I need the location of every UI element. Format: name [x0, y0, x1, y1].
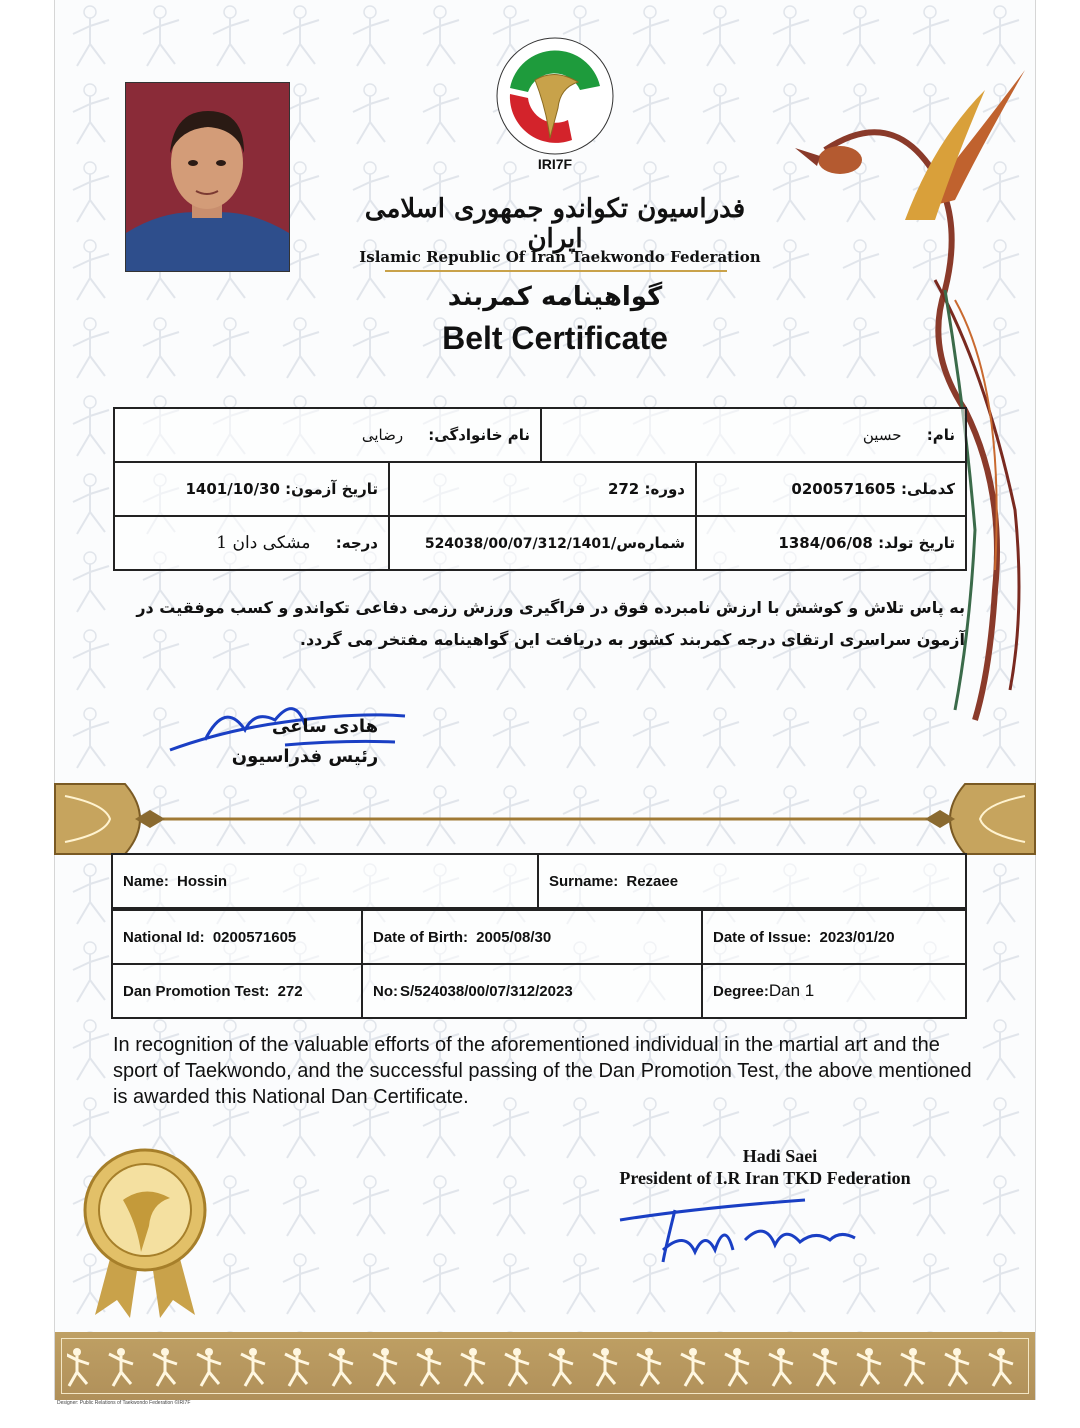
birth-date-label-fa: تاریخ تولد: — [878, 534, 955, 552]
martial-figures-band-icon — [55, 1332, 1035, 1400]
surname-cell-en — [538, 854, 966, 908]
surname-value-en: Rezaee — [626, 872, 679, 890]
degree-label-fa: درجه: — [335, 534, 378, 552]
table-row — [112, 910, 966, 964]
english-signatory-title: President of I.R Iran TKD Federation — [619, 1168, 911, 1188]
surname-cell-fa — [114, 408, 541, 462]
dob-cell-en — [362, 910, 702, 964]
birth-date-value-fa: 1384/06/08 — [778, 534, 873, 552]
surname-label-en: Surname: — [549, 872, 619, 890]
ornamental-divider — [55, 784, 1035, 854]
course-value-fa: 272 — [607, 480, 640, 498]
name-label-fa: نام: — [926, 426, 955, 444]
persian-citation-text: به پاس تلاش و کوشش با ارزش نامبرده فوق در فراگیری ورزش رزمی دفاعی تکواندو و کسب موفقیت در آزمون سراسری ارتقای درجه کمربند کشور به دریافت این گواهینامه مفتخر می گردد. — [136, 598, 965, 649]
persian-info-table — [113, 407, 967, 463]
english-info-table-rows — [111, 909, 967, 1019]
persian-signatory-name: هادی ساعی — [271, 716, 379, 737]
english-signatory-name: Hadi Saei — [742, 1146, 818, 1166]
number-label-fa: شماره‌س/ — [610, 534, 685, 552]
number-value-fa: 524038/00/07/312/1401 — [424, 536, 611, 552]
number-value-en: S/524038/00/07/312/2023 — [400, 982, 573, 1000]
degree-value-fa: مشکی دان 1 — [216, 533, 311, 553]
birth-date-cell-fa — [696, 516, 966, 570]
degree-value-en: Dan 1 — [768, 981, 815, 1000]
dan-test-label-en: Dan Promotion Test: — [123, 982, 270, 1000]
header-rule — [385, 270, 727, 272]
national-id-label-en: National Id: — [123, 928, 205, 946]
surname-label-fa: نام خانوادگی: — [428, 426, 530, 444]
persian-info-table-rows — [113, 461, 967, 571]
table-row — [114, 462, 966, 516]
certificate-title-en: Belt Certificate — [442, 320, 668, 356]
degree-cell-en — [702, 964, 966, 1018]
table-row — [112, 854, 966, 908]
name-label-en: Name: — [123, 872, 169, 890]
name-value-en: Hossin — [177, 872, 228, 890]
dan-test-cell-en — [112, 964, 362, 1018]
surname-value-fa: رضایی — [361, 426, 404, 444]
issue-date-cell-en — [702, 910, 966, 964]
english-citation-text: In recognition of the valuable efforts of the aforementioned individual in the martial art and the sport of Taekwondo, and the successful passing of the Dan Promotion Test, the above mentioned is awarded this National Dan Certificate. — [113, 1034, 972, 1108]
student-photo — [125, 82, 290, 272]
number-cell-en — [362, 964, 702, 1018]
federation-logo — [480, 28, 630, 178]
certificate-title-fa: گواهینامه کمربند — [447, 282, 663, 312]
certificate-page — [54, 0, 1036, 1406]
exam-date-label-fa: تاریخ آزمون: — [285, 480, 378, 498]
issue-date-value-en: 2023/01/20 — [819, 928, 895, 946]
gold-seal — [75, 1140, 215, 1320]
dan-test-value-en: 272 — [277, 982, 303, 1000]
name-cell-fa — [541, 408, 966, 462]
number-label-en: No: — [373, 982, 398, 1000]
exam-date-value-fa: 1401/10/30 — [185, 480, 280, 498]
dob-value-en: 2005/08/30 — [476, 928, 552, 946]
dob-label-en: Date of Birth: — [373, 928, 468, 946]
name-cell-en — [112, 854, 538, 908]
table-row — [112, 964, 966, 1018]
number-cell-fa — [389, 516, 696, 570]
table-row — [114, 516, 966, 570]
issue-date-label-en: Date of Issue: — [713, 928, 812, 946]
name-value-fa: حسین — [862, 426, 902, 444]
organization-name-fa: فدراسیون تکواندو جمهوری اسلامی ایران — [364, 194, 746, 254]
table-row — [114, 408, 966, 462]
organization-name-en: Islamic Republic Of Iran Taekwondo Federation — [359, 248, 761, 266]
course-cell-fa — [389, 462, 696, 516]
footer-gold-band — [55, 1332, 1035, 1400]
logo-text: IRI7F — [537, 156, 573, 172]
persian-signatory-title: رئیس فدراسیون — [231, 746, 379, 767]
exam-date-cell-fa — [114, 462, 389, 516]
designer-note: Designer: Public Relations of Taekwondo Federation ©IRI7F — [57, 1400, 191, 1406]
national-id-label-fa: کدملی: — [901, 480, 955, 498]
degree-label-en: Degree: — [713, 983, 769, 1000]
national-id-value-fa: 0200571605 — [791, 480, 896, 498]
degree-cell-fa — [114, 516, 389, 570]
national-id-cell-en — [112, 910, 362, 964]
english-info-table — [111, 853, 967, 909]
national-id-value-en: 0200571605 — [212, 928, 297, 946]
course-label-fa: دوره: — [644, 480, 685, 498]
national-id-cell-fa — [696, 462, 966, 516]
english-signature-scribble — [615, 1190, 875, 1270]
